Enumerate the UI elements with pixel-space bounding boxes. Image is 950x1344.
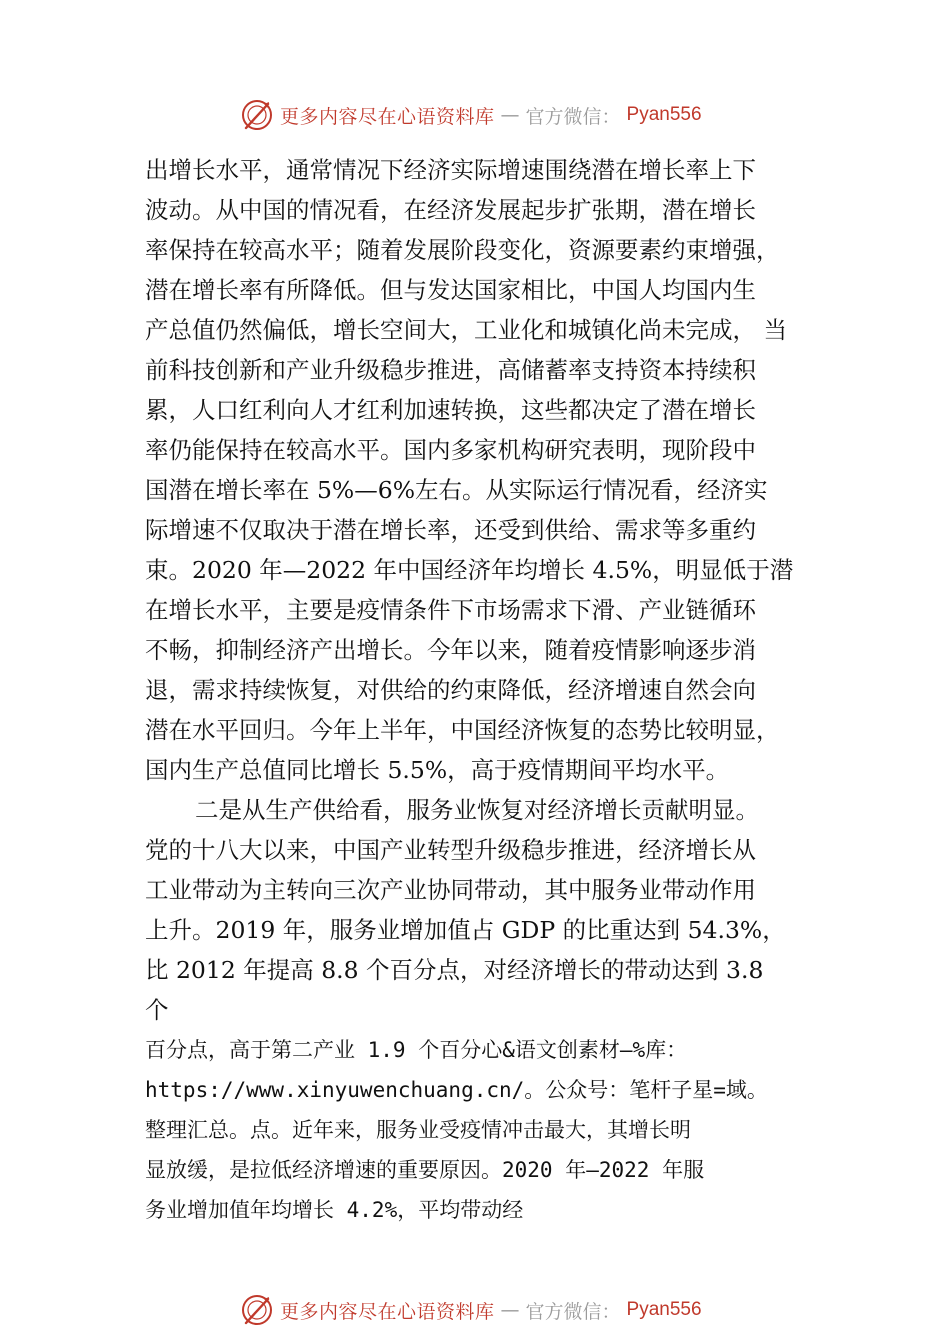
- header-wechat-label: 官方微信：: [525, 105, 621, 128]
- text-line: 波动。从中国的情况看，在经济发展起步扩张期，潜在增长: [145, 196, 756, 224]
- document-body: [145, 150, 810, 1230]
- text-line: 工业带动为主转向三次产业协同带动，其中服务业带动作用: [145, 876, 756, 904]
- text-line: 务业增加值年均增长 4.2%，平均带动经: [145, 1198, 524, 1222]
- text-line: 前科技创新和产业升级稳步推进，高储蓄率支持资本持续积: [145, 356, 756, 384]
- text-line: 不畅，抑制经济产出增长。今年以来，随着疫情影响逐步消: [145, 636, 756, 664]
- text-line: 百分点，高于第二产业 1.9 个百分心&语文创素材—%库：: [145, 1038, 688, 1062]
- header-wechat-id: Pyan556: [626, 104, 702, 125]
- text-line: 率保持在较高水平；随着发展阶段变化，资源要素约束增强，: [145, 236, 780, 264]
- text-line: 显放缓，是拉低经济增速的重要原因。2020 年—2022 年服: [145, 1158, 705, 1182]
- header-dash: —: [500, 104, 520, 126]
- footer-dash: —: [500, 1299, 520, 1321]
- text-line: 党的十八大以来，中国产业转型升级稳步推进，经济增长从: [145, 836, 756, 864]
- text-line: 个: [145, 996, 169, 1024]
- text-line: 在增长水平，主要是疫情条件下市场需求下滑、产业链循环: [145, 596, 756, 624]
- text-line: 累，人口红利向人才红利加速转换，这些都决定了潜在增长: [145, 396, 756, 424]
- text-line: 出增长水平，通常情况下经济实际增速围绕潜在增长率上下: [145, 156, 756, 184]
- text-line: 际增速不仅取决于潜在增长率，还受到供给、需求等多重约: [145, 516, 756, 544]
- text-line: 国潜在增长率在 5%—6%左右。从实际运行情况看，经济实: [145, 476, 768, 504]
- seal-pen-icon: [240, 1293, 274, 1327]
- text-line: 潜在水平回归。今年上半年，中国经济恢复的态势比较明显，: [145, 716, 780, 744]
- text-line: 束。2020 年—2022 年中国经济年均增长 4.5%，明显低于潜: [145, 556, 794, 584]
- header-brand-text: 更多内容尽在心语资料库: [280, 105, 495, 128]
- header-banner: [240, 95, 740, 135]
- text-line: 国内生产总值同比增长 5.5%，高于疫情期间平均水平。: [145, 756, 730, 784]
- text-line: 退，需求持续恢复，对供给的约束降低，经济增速自然会向: [145, 676, 756, 704]
- footer-brand-text: 更多内容尽在心语资料库: [280, 1300, 495, 1323]
- text-line: 产总值仍然偏低，增长空间大，工业化和城镇化尚未完成， 当: [145, 316, 787, 344]
- paragraph-heading: 二是从生产供给看，服务业恢复对经济增长贡献明显。: [195, 796, 759, 824]
- text-line: 潜在增长率有所降低。但与发达国家相比，中国人均国内生: [145, 276, 756, 304]
- text-line: 上升。2019 年，服务业增加值占 GDP 的比重达到 54.3%，: [145, 916, 786, 944]
- footer-wechat-label: 官方微信：: [525, 1300, 621, 1323]
- text-line: https://www.xinyuwenchuang.cn/。公众号：笔杆子星=域。: [145, 1078, 768, 1102]
- text-line: 整理汇总。点。近年来，服务业受疫情冲击最大，其增长明: [145, 1118, 691, 1142]
- text-line: 比 2012 年提高 8.8 个百分点，对经济增长的带动达到 3.8: [145, 956, 764, 984]
- seal-pen-icon: [240, 98, 274, 132]
- footer-wechat-id: Pyan556: [626, 1299, 702, 1320]
- text-line: 率仍能保持在较高水平。国内多家机构研究表明，现阶段中: [145, 436, 756, 464]
- footer-banner: [240, 1290, 740, 1330]
